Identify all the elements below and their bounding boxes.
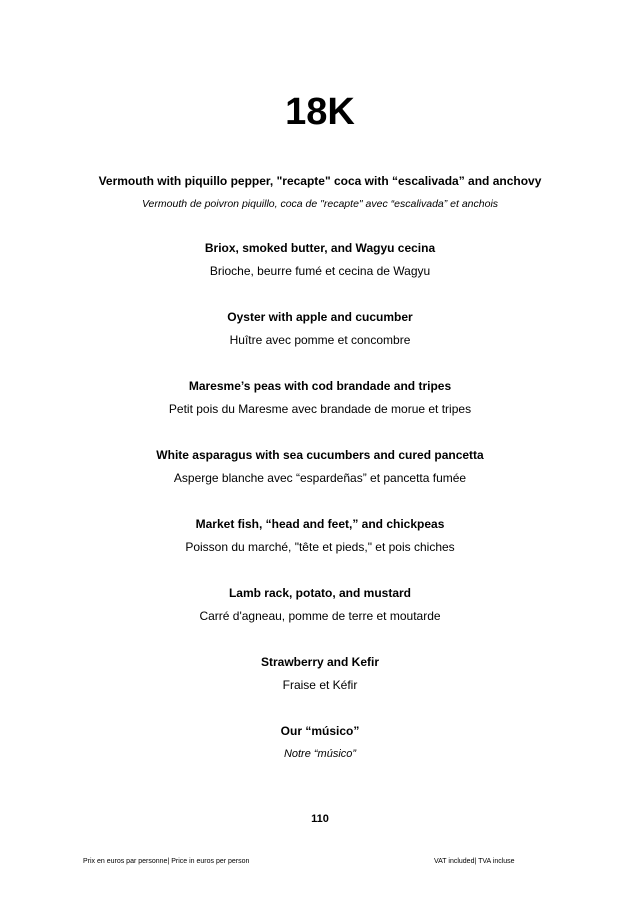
course-item — [0, 446, 640, 515]
course-name-fr: Asperge blanche avec “espardeñas” et pancetta fumée — [173, 471, 467, 485]
course-name-en: Maresme’s peas with cod brandade and tripes — [188, 379, 452, 393]
course-name-en: Vermouth with piquillo pepper, "recapte" coca with “escalivada” and anchovy — [98, 174, 542, 188]
course-name-en: Market fish, “head and feet,” and chickpeas — [195, 517, 445, 531]
course-name-en: Oyster with apple and cucumber — [227, 310, 413, 324]
course-item — [0, 584, 640, 653]
course-item — [0, 722, 640, 791]
course-name-fr: Brioche, beurre fumé et cecina de Wagyu — [209, 264, 431, 278]
course-item — [0, 653, 640, 722]
course-name-en: Our “músico” — [280, 724, 360, 738]
menu-title: 18K — [285, 91, 355, 133]
course-name-en: Lamb rack, potato, and mustard — [228, 586, 412, 600]
course-name-fr: Notre “músico” — [283, 748, 357, 760]
footer-price-note: Prix en euros par personne| Price in euros per person — [83, 858, 250, 865]
course-item — [0, 515, 640, 584]
course-name-fr: Fraise et Kéfir — [282, 678, 358, 692]
course-name-en: Briox, smoked butter, and Wagyu cecina — [204, 241, 436, 255]
course-item — [0, 172, 640, 239]
course-name-fr: Vermouth de poivron piquillo, coca de "recapte" avec “escalivada” et anchois — [141, 198, 499, 210]
menu-price: 110 — [311, 813, 329, 825]
course-item — [0, 377, 640, 446]
course-name-fr: Petit pois du Maresme avec brandade de morue et tripes — [168, 402, 472, 416]
footer-vat-note: VAT included| TVA incluse — [434, 858, 515, 865]
course-name-fr: Carré d'agneau, pomme de terre et moutarde — [199, 609, 441, 623]
course-name-fr: Poisson du marché, "tête et pieds," et pois chiches — [185, 540, 455, 554]
tasting-menu — [0, 172, 640, 791]
course-name-fr: Huître avec pomme et concombre — [229, 333, 411, 347]
course-item — [0, 308, 640, 377]
course-name-en: Strawberry and Kefir — [260, 655, 380, 669]
course-name-en: White asparagus with sea cucumbers and cured pancetta — [156, 448, 484, 462]
course-item — [0, 239, 640, 308]
